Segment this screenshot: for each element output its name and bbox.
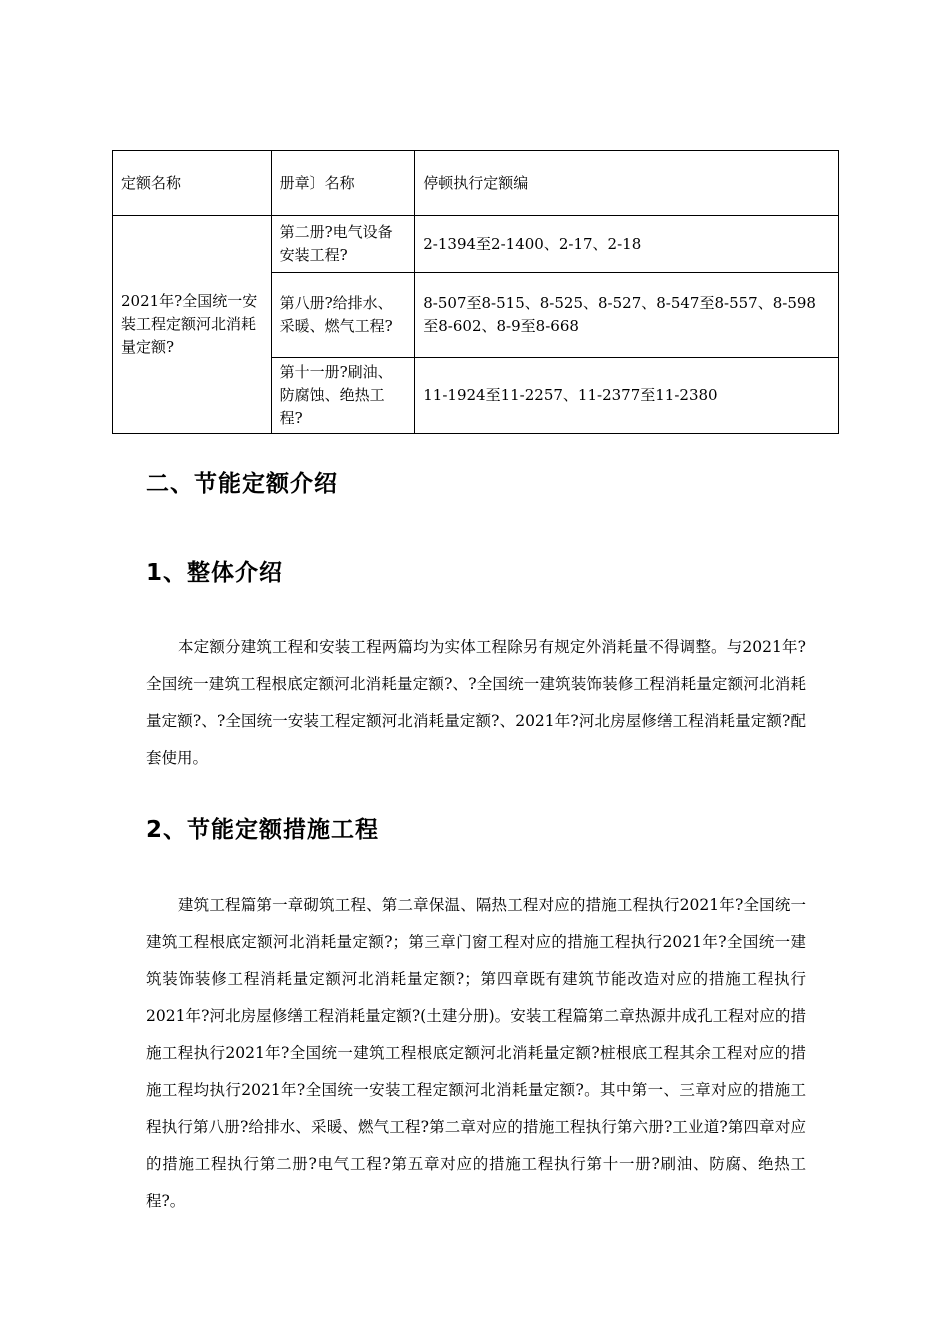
- volume-cell: 第八册?给排水、采暖、燃气工程?: [271, 273, 415, 358]
- table-row: [113, 216, 839, 273]
- header-suspended-codes: 停顿执行定额编: [415, 151, 839, 216]
- volume-cell: 第二册?电气设备安装工程?: [271, 216, 415, 273]
- measures-paragraph: 建筑工程篇第一章砌筑工程、第二章保温、隔热工程对应的措施工程执行2021年?全国统一建筑工程根底定额河北消耗量定额?；第三章门窗工程对应的措施工程执行2021年?全国统一建筑装饰装修工程消耗量定额河北消耗量定额?；第四章既有建筑节能改造对应的措施工程执行2021年?河北房屋修缮工程消耗量定额?(土建分册)。安装工程篇第二章热源井成孔工程对应的措施工程执行2021年?全国统一建筑工程根底定额河北消耗量定额?桩根底工程其余工程对应的措施工程均执行2021年?全国统一安装工程定额河北消耗量定额?。其中第一、三章对应的措施工程执行第八册?给排水、采暖、燃气工程?第二章对应的措施工程执行第六册?工业道?第四章对应的措施工程执行第二册?电气工程?第五章对应的措施工程执行第十一册?刷油、防腐、绝热工程?。: [146, 896, 806, 1210]
- header-quota-name: 定额名称: [113, 151, 272, 216]
- header-volume-name: 册章〕名称: [271, 151, 415, 216]
- volume-cell: 第十一册?刷油、防腐蚀、绝热工程?: [271, 358, 415, 434]
- quota-name-cell: 2021年?全国统一安装工程定额河北消耗量定额?: [113, 216, 272, 434]
- table-header-row: [113, 151, 839, 216]
- overview-paragraph: 本定额分建筑工程和安装工程两篇均为实体工程除另有规定外消耗量不得调整。与2021年?全国统一建筑工程根底定额河北消耗量定额?、?全国统一建筑装饰装修工程消耗量定额河北消耗量定额?、?全国统一安装工程定额河北消耗量定额?、2021年?河北房屋修缮工程消耗量定额?配套使用。: [146, 638, 806, 767]
- codes-cell: 2-1394至2-1400、2-17、2-18: [415, 216, 839, 273]
- codes-cell: 8-507至8-515、8-525、8-527、8-547至8-557、8-598至8-602、8-9至8-668: [415, 273, 839, 358]
- codes-cell: 11-1924至11-2257、11-2377至11-2380: [415, 358, 839, 434]
- section-heading-energy-quota: 二、节能定额介绍: [146, 471, 338, 497]
- quota-table: [112, 150, 839, 434]
- subsection-heading-overview: 1、整体介绍: [146, 560, 284, 586]
- subsection-heading-measures: 2、节能定额措施工程: [146, 817, 380, 843]
